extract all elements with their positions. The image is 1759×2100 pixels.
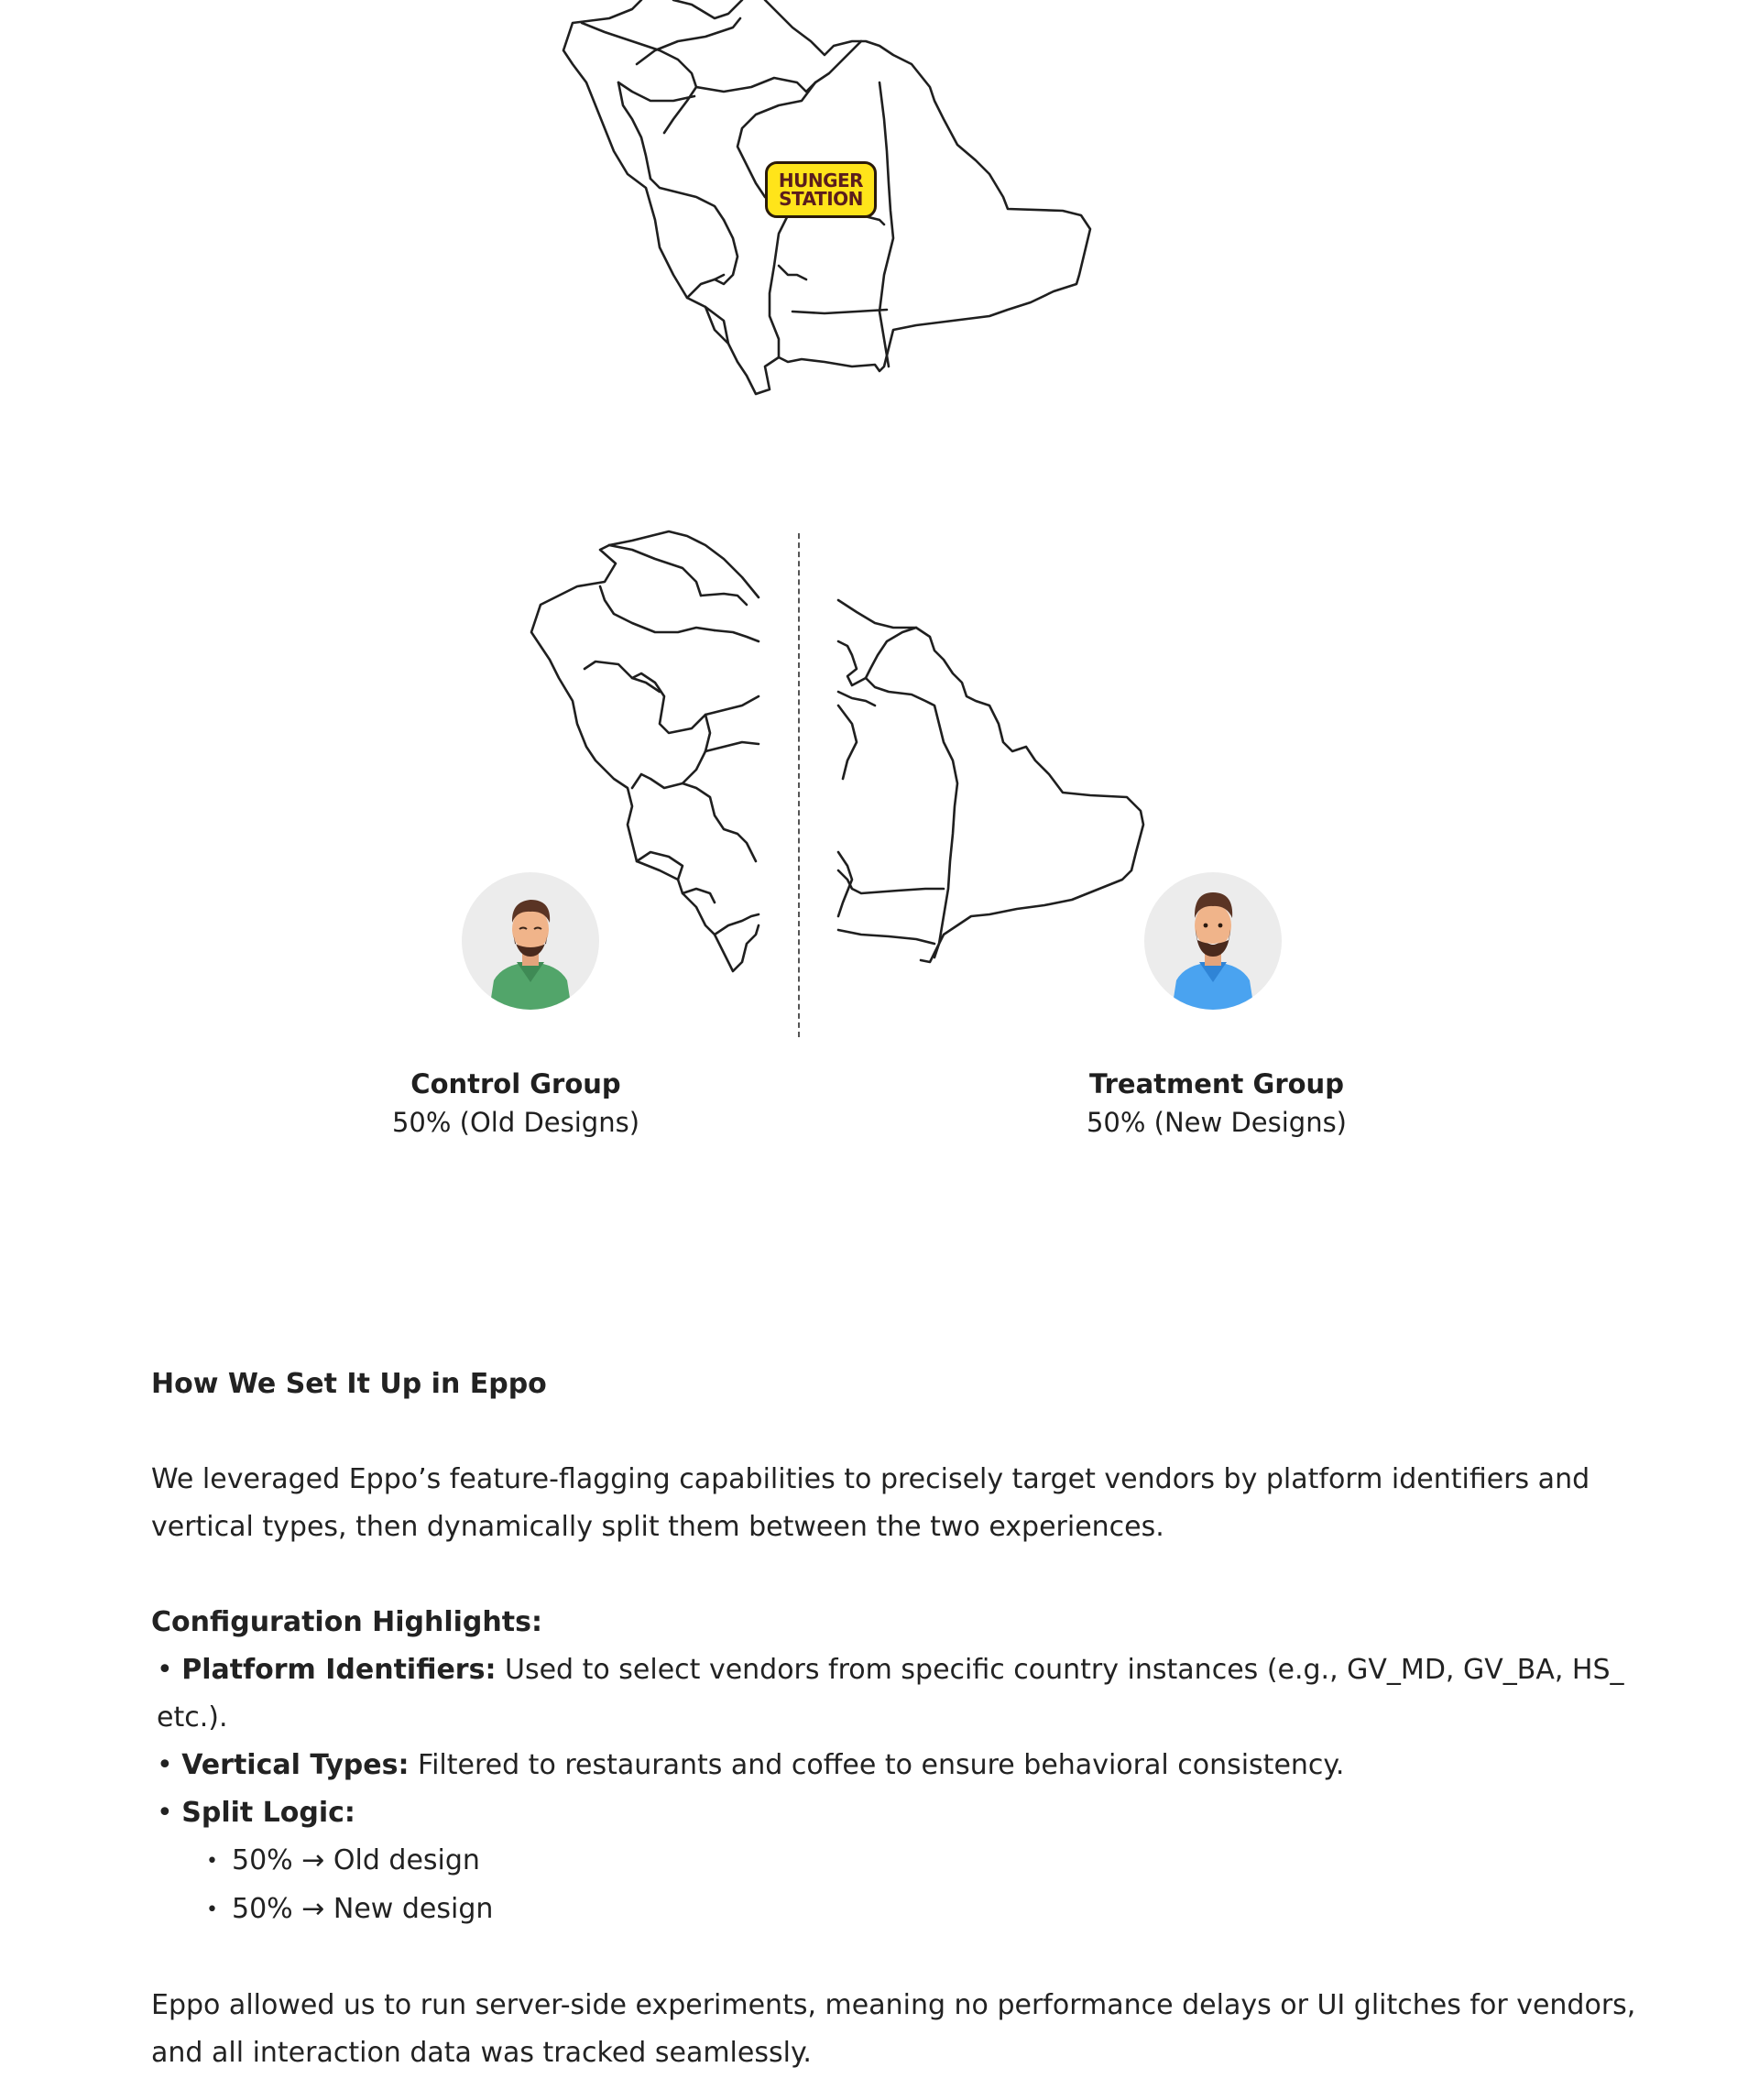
section-heading: How We Set It Up in Eppo bbox=[151, 1368, 547, 1400]
split-item-text: 50% → Old design bbox=[232, 1844, 480, 1876]
intro-line-1: We leveraged Eppo’s feature-flagging capabilities to precisely target vendors by platform identifiers and bbox=[151, 1463, 1590, 1495]
treatment-group-subtitle: 50% (New Designs) bbox=[1086, 1107, 1347, 1138]
split-item-text: 50% → New design bbox=[232, 1893, 494, 1925]
logo-line1: HUNGER bbox=[778, 170, 864, 191]
logo-line2: STATION bbox=[779, 188, 863, 210]
split-divider bbox=[798, 533, 800, 1037]
man-avatar-icon bbox=[1144, 872, 1282, 1010]
bullet-label: Platform Identifiers: bbox=[181, 1654, 497, 1686]
split-item: • 50% → New design bbox=[206, 1893, 494, 1925]
control-group-subtitle: 50% (Old Designs) bbox=[391, 1107, 640, 1138]
control-user-avatar bbox=[462, 872, 599, 1010]
split-item: • 50% → Old design bbox=[206, 1844, 480, 1876]
bullet-label: Split Logic: bbox=[181, 1797, 355, 1829]
setup-section bbox=[151, 1361, 1654, 2077]
closing-line-1: Eppo allowed us to run server-side experiments, meaning no performance delays or UI glitches for vendors, bbox=[151, 1989, 1636, 2021]
saudi-map-right-half bbox=[825, 586, 1154, 971]
config-bullet: • Platform Identifiers: Used to select vendors from specific country instances (e.g., GV_MD, GV_BA, HS_ etc.). bbox=[157, 1654, 1624, 1734]
man-avatar-icon bbox=[462, 872, 599, 1010]
intro-line-2: vertical types, then dynamically split them between the two experiences. bbox=[151, 1511, 1164, 1543]
closing-line-2: and all interaction data was tracked seamlessly. bbox=[151, 2037, 812, 2069]
config-bullet: • Split Logic: bbox=[157, 1797, 355, 1829]
config-heading: Configuration Highlights: bbox=[151, 1606, 542, 1638]
config-bullet: • Vertical Types: Filtered to restaurants and coffee to ensure behavioral consistency. bbox=[157, 1749, 1345, 1781]
bullet-text: Filtered to restaurants and coffee to ensure behavioral consistency. bbox=[409, 1749, 1345, 1781]
treatment-user-avatar bbox=[1144, 872, 1282, 1010]
bullet-text: Used to select vendors from specific country instances (e.g., GV_MD, GV_BA, HS_ etc.). bbox=[157, 1654, 1624, 1734]
hungerstation-logo bbox=[765, 161, 877, 218]
treatment-group-title: Treatment Group bbox=[1089, 1068, 1344, 1099]
control-group-label bbox=[333, 1065, 699, 1142]
control-group-title: Control Group bbox=[410, 1068, 621, 1099]
bullet-label: Vertical Types: bbox=[181, 1749, 410, 1781]
treatment-group-label bbox=[1033, 1065, 1400, 1142]
